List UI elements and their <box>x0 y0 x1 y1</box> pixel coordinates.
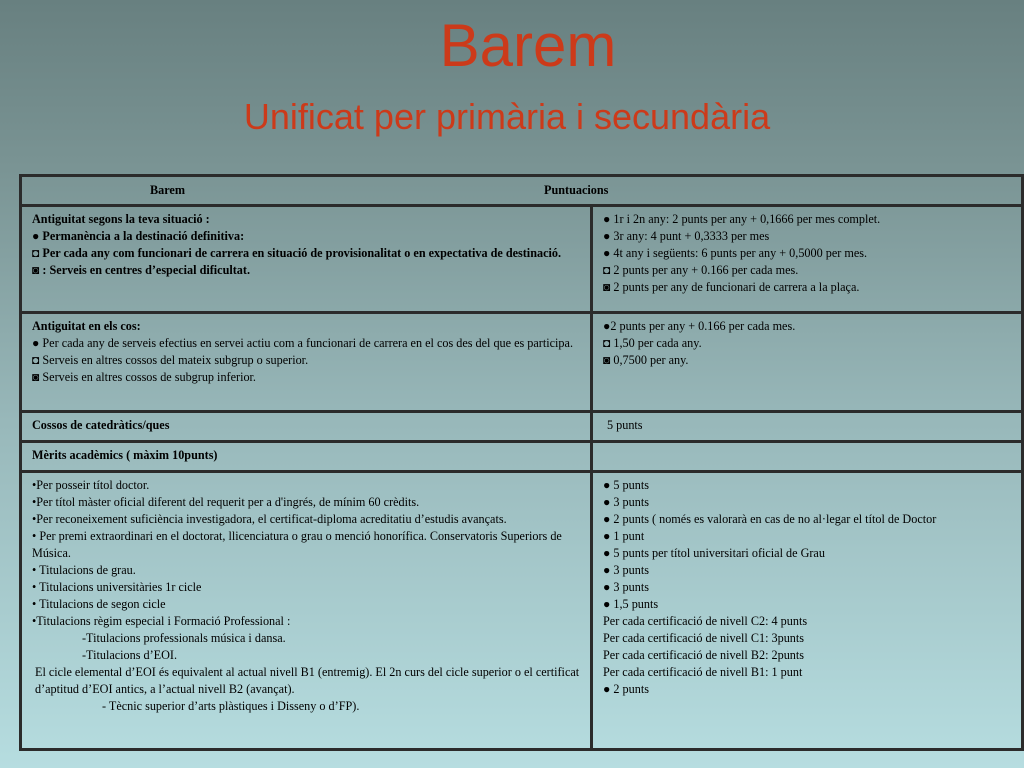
criteria-line: ◘ Serveis en altres cossos del mateix subgrup o superior. <box>32 353 309 367</box>
criteria-line: - Tècnic superior d’arts plàstiques i Disseny o d’FP). <box>102 699 360 713</box>
points-line: ● 1,5 punts <box>603 597 659 611</box>
criteria-line: -Titulacions d’EOI. <box>82 648 178 662</box>
row-antiguitat-situacio-points <box>592 206 1023 313</box>
points-line: ● 2 punts <box>603 682 649 696</box>
points-line: ● 5 punts per títol universitari oficial de Grau <box>603 546 825 560</box>
points-line: ◙ 2 punts per any de funcionari de carrera a la plaça. <box>603 280 860 294</box>
criteria-line: • Titulacions de segon cicle <box>32 597 166 611</box>
criteria-line: •Per posseir títol doctor. <box>32 478 150 492</box>
criteria-line: ◘ Per cada any com funcionari de carrera en situació de provisionalitat o en expectativa de destinació. <box>32 246 562 260</box>
table-header-row <box>21 176 1023 206</box>
points-line: 5 punts <box>607 418 643 432</box>
table-header <box>21 176 1023 206</box>
criteria-line: •Per títol màster oficial diferent del requerit per a d'ingrés, de mínim 60 crèdits. <box>32 495 420 509</box>
page-subtitle: Unificat per primària i secundària <box>243 96 771 137</box>
points-line: Per cada certificació de nivell B2: 2punts <box>603 648 805 662</box>
row-merits-detail-points <box>592 472 1023 750</box>
points-line: ◘ 1,50 per cada any. <box>603 336 702 350</box>
points-line: ◙ 0,7500 per any. <box>603 353 689 367</box>
points-line: ● 4t any i següents: 6 punts per any + 0,5000 per mes. <box>603 246 868 260</box>
barem-table <box>19 174 1024 751</box>
row-antiguitat-cos-points <box>592 313 1023 412</box>
table-row <box>21 472 1023 750</box>
points-line: Per cada certificació de nivell B1: 1 punt <box>603 665 803 679</box>
points-line: ● 1r i 2n any: 2 punts per any + 0,1666 per mes complet. <box>603 212 881 226</box>
table-row <box>21 313 1023 412</box>
points-line: ● 3r any: 4 punt + 0,3333 per mes <box>603 229 770 243</box>
points-line: ● 3 punts <box>603 495 649 509</box>
criteria-line: ◙ Serveis en altres cossos de subgrup inferior. <box>32 370 256 384</box>
points-line: ● 3 punts <box>603 580 649 594</box>
table-row <box>21 206 1023 313</box>
table-row <box>21 412 1023 442</box>
header-barem: Barem <box>150 183 185 197</box>
criteria-line: • Per premi extraordinari en el doctorat, llicenciatura o grau o menció honorífica. Conservatoris Superiors de Música. <box>32 529 562 560</box>
row-catedratics-criteria <box>21 412 592 442</box>
row-catedratics-points <box>592 412 1023 442</box>
row-merits-criteria <box>21 442 592 472</box>
criteria-line: ● Permanència a la destinació definitiva: <box>32 229 245 243</box>
criteria-line: Cossos de catedràtics/ques <box>32 418 170 432</box>
points-line: ● 3 punts <box>603 563 649 577</box>
criteria-line: •Titulacions règim especial i Formació Professional : <box>32 614 291 628</box>
criteria-line: • Titulacions universitàries 1r cicle <box>32 580 202 594</box>
criteria-line: Antiguitat segons la teva situació : <box>32 212 210 226</box>
criteria-line: Mèrits acadèmics ( màxim 10punts) <box>32 448 218 462</box>
row-antiguitat-cos-criteria <box>21 313 592 412</box>
points-line: Per cada certificació de nivell C2: 4 punts <box>603 614 808 628</box>
criteria-line: •Per reconeixement suficiència investigadora, el certificat-diploma acreditatiu d’estudis avançats. <box>32 512 507 526</box>
points-line: ● 5 punts <box>603 478 649 492</box>
table-row <box>21 442 1023 472</box>
criteria-line: ◙ : Serveis en centres d’especial dificultat. <box>32 263 251 277</box>
criteria-line: El cicle elemental d’EOI és equivalent al actual nivell B1 (entremig). El 2n curs del cicle superior o el certificat d’aptitud d’EOI antics, a l’actual nivell B2 (avançat). <box>35 665 580 696</box>
page-title: Barem <box>439 12 617 79</box>
row-antiguitat-situacio-criteria <box>21 206 592 313</box>
points-line: ● 1 punt <box>603 529 645 543</box>
points-line: Per cada certificació de nivell C1: 3punts <box>603 631 805 645</box>
row-merits-points <box>592 442 1023 472</box>
header-puntuacions: Puntuacions <box>544 183 609 197</box>
criteria-line: Antiguitat en els cos: <box>32 319 141 333</box>
row-merits-detail-criteria <box>21 472 592 750</box>
points-line: ● 2 punts ( només es valorarà en cas de no al·legar el títol de Doctor <box>603 512 937 526</box>
points-line: ●2 punts per any + 0.166 per cada mes. <box>603 319 796 333</box>
criteria-line: • Titulacions de grau. <box>32 563 136 577</box>
criteria-line: -Titulacions professionals música i dansa. <box>82 631 286 645</box>
criteria-line: ● Per cada any de serveis efectius en servei actiu com a funcionari de carrera en el cos des del que es participa. <box>32 336 573 350</box>
points-line: ◘ 2 punts per any + 0.166 per cada mes. <box>603 263 799 277</box>
